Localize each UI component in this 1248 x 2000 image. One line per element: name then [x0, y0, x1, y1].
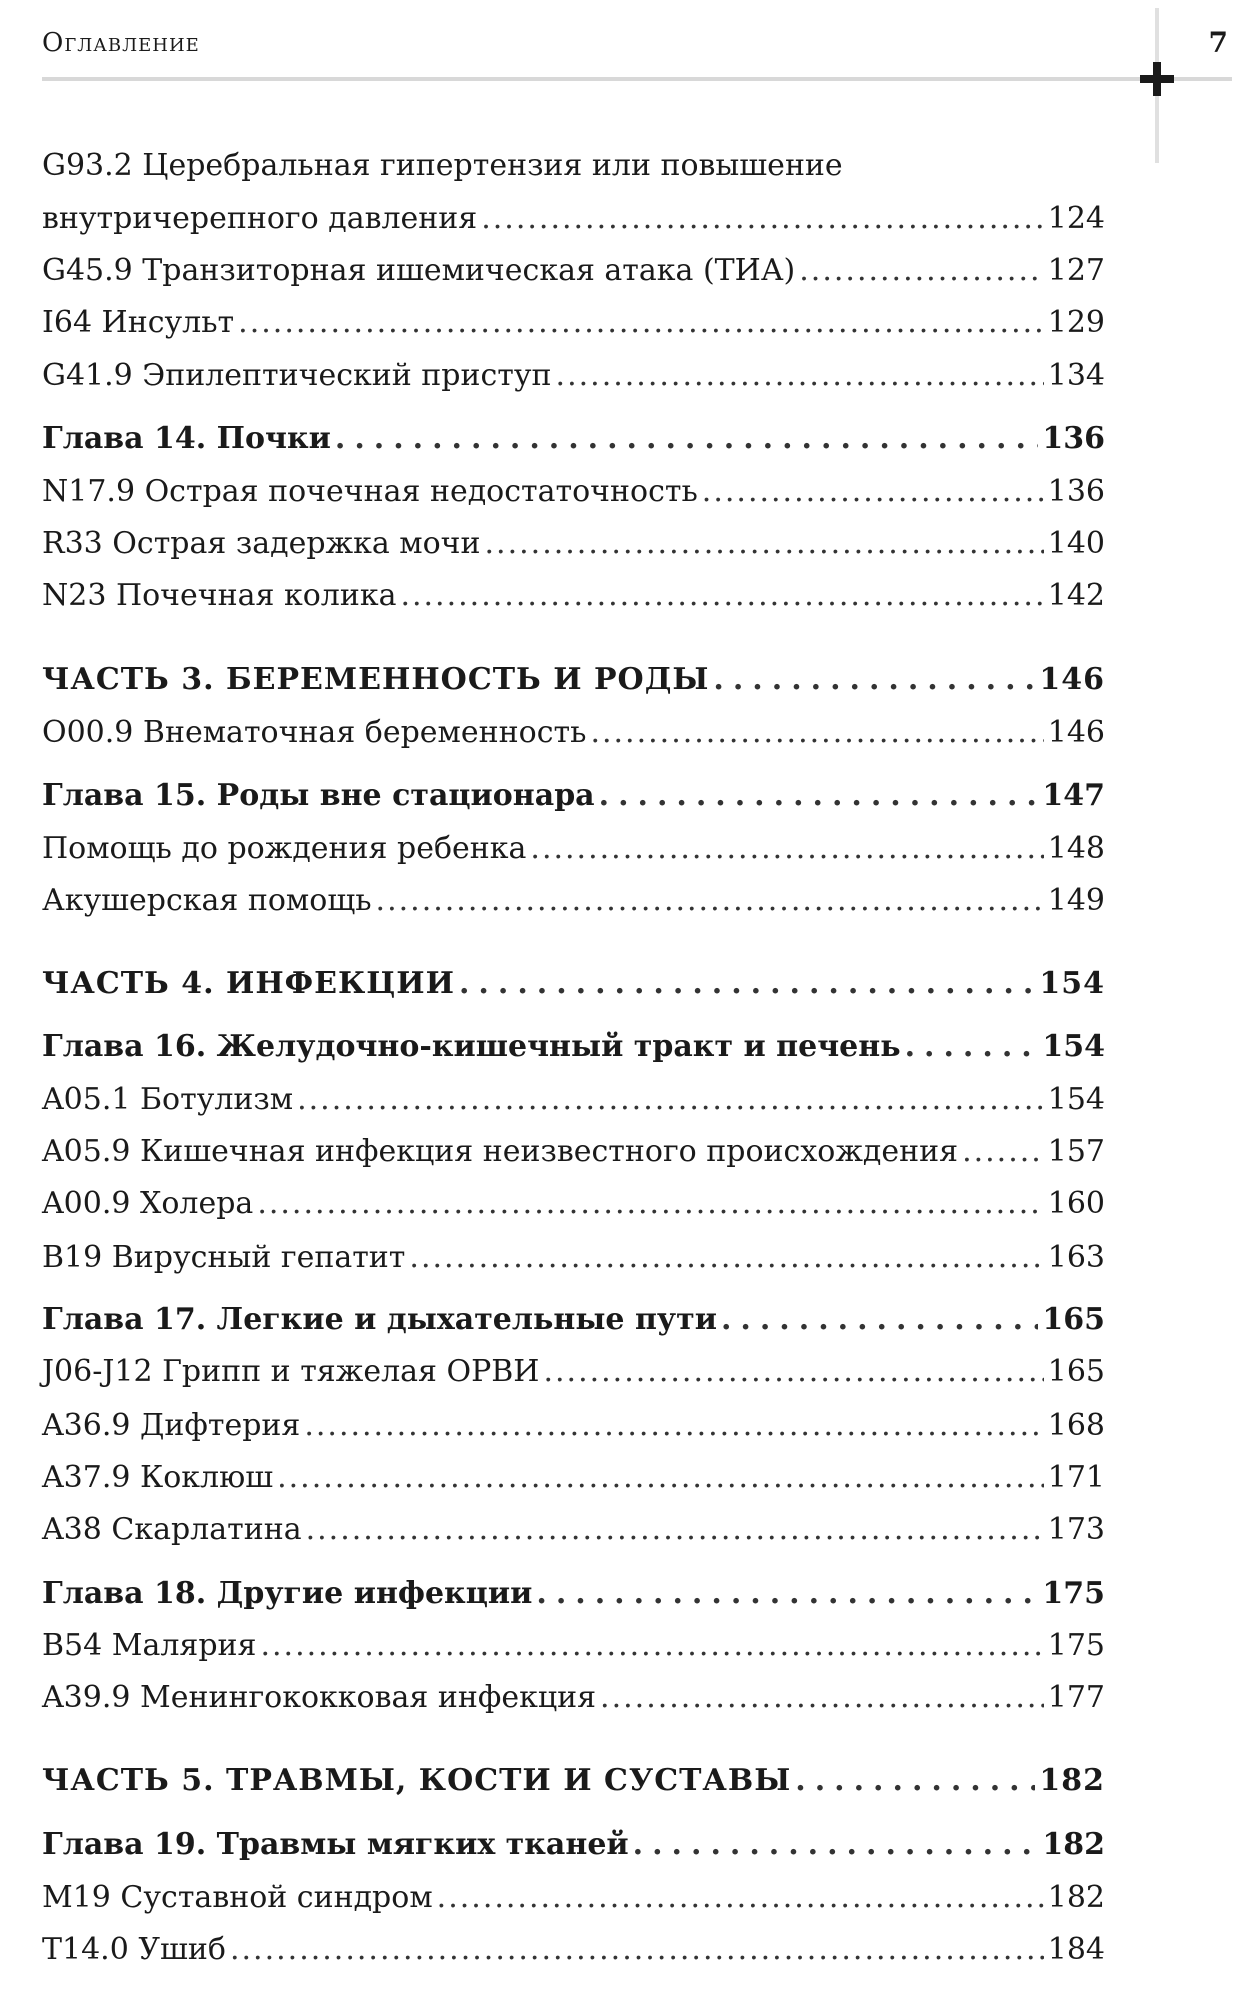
dot-leader: [536, 1574, 1038, 1614]
toc-entry-title: Помощь до рождения ребенка: [42, 831, 527, 866]
dot-leader: [633, 1825, 1039, 1865]
dot-leader: [260, 1626, 1043, 1666]
toc-entry: [42, 472, 1105, 512]
toc-entry-title: A37.9 Коклюш: [42, 1460, 274, 1495]
toc-entry: [42, 251, 1105, 291]
toc-entry-title: Глава 18. Другие инфекции: [42, 1576, 533, 1611]
dot-leader: [304, 1406, 1043, 1446]
toc-entry-title: Акушерская помощь: [42, 883, 372, 918]
toc-page-number: 171: [1047, 1460, 1105, 1495]
toc-entry: [42, 713, 1105, 753]
dot-leader: [238, 303, 1044, 343]
toc-page-number: 168: [1047, 1408, 1105, 1443]
dot-leader: [799, 251, 1043, 291]
toc-page-number: 160: [1047, 1186, 1105, 1221]
toc-part: [42, 1761, 1105, 1801]
toc-entry: [42, 1930, 1105, 1970]
toc-entry-title: A05.9 Кишечная инфекция неизвестного происхождения: [42, 1134, 959, 1169]
toc-page-number: 157: [1047, 1134, 1105, 1169]
page-number: 7: [1208, 26, 1228, 59]
header-title: Оглавление: [42, 28, 200, 58]
toc-entry: [42, 1132, 1105, 1172]
dot-leader: [335, 419, 1038, 459]
toc-chapter: [42, 776, 1105, 816]
toc-entry-title: A05.1 Ботулизм: [42, 1082, 294, 1117]
toc-entry: [42, 199, 1105, 239]
toc-entry: [42, 881, 1105, 921]
toc-entry: [42, 1678, 1105, 1718]
toc-entry-title: A00.9 Холера: [42, 1186, 254, 1221]
dot-leader: [376, 881, 1044, 921]
toc-entry: [42, 1406, 1105, 1446]
toc-page-number: 165: [1042, 1302, 1105, 1337]
toc-page-number: 175: [1047, 1628, 1105, 1663]
toc-page-number: 148: [1047, 831, 1105, 866]
dot-leader: [543, 1352, 1043, 1392]
toc-page-number: 175: [1042, 1576, 1105, 1611]
toc-page-number: 177: [1047, 1680, 1105, 1715]
toc-page-number: 134: [1047, 358, 1105, 393]
toc-page-number: 147: [1042, 778, 1105, 813]
toc-entry-title: R33 Острая задержка мочи: [42, 526, 481, 561]
toc-page-number: 140: [1047, 526, 1105, 561]
toc-page-number: 146: [1039, 662, 1105, 697]
dot-leader: [437, 1878, 1044, 1918]
dot-leader: [599, 776, 1039, 816]
toc-page-number: 136: [1042, 421, 1105, 456]
toc-entry: [42, 1458, 1105, 1498]
dot-leader: [721, 1300, 1038, 1340]
toc-entry-title: Глава 14. Почки: [42, 421, 331, 456]
toc-entry-title: B19 Вирусный гепатит: [42, 1240, 406, 1275]
toc-entry-title: A36.9 Дифтерия: [42, 1408, 301, 1443]
toc-entry: [42, 1238, 1105, 1278]
dot-leader: [530, 829, 1043, 869]
toc-entry-title: Глава 16. Желудочно-кишечный тракт и печень: [42, 1029, 901, 1064]
toc-entry: [42, 524, 1105, 564]
dot-leader: [230, 1930, 1044, 1970]
dot-leader: [459, 964, 1035, 1004]
toc-chapter: [42, 1027, 1105, 1067]
toc-page-number: 154: [1042, 1029, 1105, 1064]
toc-page-number: 182: [1047, 1880, 1105, 1915]
dot-leader: [481, 199, 1044, 239]
toc-entry: [42, 1352, 1105, 1392]
toc-page-number: 127: [1047, 253, 1105, 288]
toc-entry-title: T14.0 Ушиб: [42, 1932, 226, 1967]
toc-entry: [42, 1184, 1105, 1224]
dot-leader: [400, 576, 1043, 616]
dot-leader: [702, 472, 1044, 512]
toc-page-number: 129: [1047, 305, 1105, 340]
dot-leader: [556, 356, 1044, 396]
dot-leader: [257, 1184, 1043, 1224]
toc-entry-title: внутричерепного давления: [42, 201, 478, 236]
toc-entry: [42, 576, 1105, 616]
dot-leader: [297, 1080, 1044, 1120]
toc-page-number: 182: [1042, 1827, 1105, 1862]
toc-entry-title: G41.9 Эпилептический приступ: [42, 358, 552, 393]
toc-page-number: 163: [1047, 1240, 1105, 1275]
toc-chapter: [42, 1300, 1105, 1340]
toc-page-number: 173: [1047, 1512, 1105, 1547]
toc-entry-title: B54 Малярия: [42, 1628, 257, 1663]
dot-leader: [306, 1510, 1044, 1550]
toc-entry-title: A39.9 Менингококковая инфекция: [42, 1680, 597, 1715]
toc-chapter: [42, 1825, 1105, 1865]
toc-page-number: 154: [1039, 966, 1105, 1001]
toc-entry-title: A38 Скарлатина: [42, 1512, 302, 1547]
toc-entry: [42, 1878, 1105, 1918]
dot-leader: [962, 1132, 1044, 1172]
toc-entry-title: O00.9 Внематочная беременность: [42, 715, 587, 750]
toc-entry-title: J06-J12 Грипп и тяжелая ОРВИ: [42, 1354, 540, 1389]
toc-entry-title: N17.9 Острая почечная недостаточность: [42, 474, 698, 509]
toc-entry-title: G45.9 Транзиторная ишемическая атака (ТИА): [42, 253, 796, 288]
header-rule: [42, 77, 1232, 81]
toc-entry-title: Глава 19. Травмы мягких тканей: [42, 1827, 629, 1862]
dot-leader: [485, 524, 1044, 564]
toc-page-number: 142: [1047, 578, 1105, 613]
dot-leader: [409, 1238, 1043, 1278]
dot-leader: [713, 660, 1035, 700]
dot-leader: [277, 1458, 1044, 1498]
toc-entry: [42, 356, 1105, 396]
toc-entry: [42, 829, 1105, 869]
toc-entry-text: G93.2 Церебральная гипертензия или повышение: [42, 148, 843, 183]
toc-entry: [42, 303, 1105, 343]
toc-part: [42, 660, 1105, 700]
dot-leader: [905, 1027, 1039, 1067]
toc-entry-title: N23 Почечная колика: [42, 578, 397, 613]
toc-part: [42, 964, 1105, 1004]
toc-entry-title: ЧАСТЬ 4. ИНФЕКЦИИ: [42, 966, 455, 1001]
toc-chapter: [42, 1574, 1105, 1614]
dot-leader: [600, 1678, 1044, 1718]
toc-entry-title: I64 Инсульт: [42, 305, 235, 340]
toc-chapter: [42, 419, 1105, 459]
toc-entry: [42, 1626, 1105, 1666]
toc-page-number: 154: [1047, 1082, 1105, 1117]
toc-page-number: 165: [1047, 1354, 1105, 1389]
toc-page-number: 184: [1047, 1932, 1105, 1967]
toc-page-number: 136: [1047, 474, 1105, 509]
toc-entry: [42, 1080, 1105, 1120]
dot-leader: [590, 713, 1043, 753]
toc-entry-title: ЧАСТЬ 5. ТРАВМЫ, КОСТИ И СУСТАВЫ: [42, 1763, 792, 1798]
toc-entry-title: ЧАСТЬ 3. БЕРЕМЕННОСТЬ И РОДЫ: [42, 662, 710, 697]
toc-page-number: 182: [1039, 1763, 1105, 1798]
toc-entry: [42, 1510, 1105, 1550]
crop-mark-plus-icon: [1153, 62, 1161, 96]
toc-page-number: 124: [1047, 201, 1105, 236]
toc-page-number: 146: [1047, 715, 1105, 750]
dot-leader: [795, 1761, 1035, 1801]
toc-entry-title: Глава 17. Легкие и дыхательные пути: [42, 1302, 717, 1337]
toc-entry-title: Глава 15. Роды вне стационара: [42, 778, 595, 813]
toc-page-number: 149: [1047, 883, 1105, 918]
toc-entry-title: M19 Суставной синдром: [42, 1880, 433, 1915]
